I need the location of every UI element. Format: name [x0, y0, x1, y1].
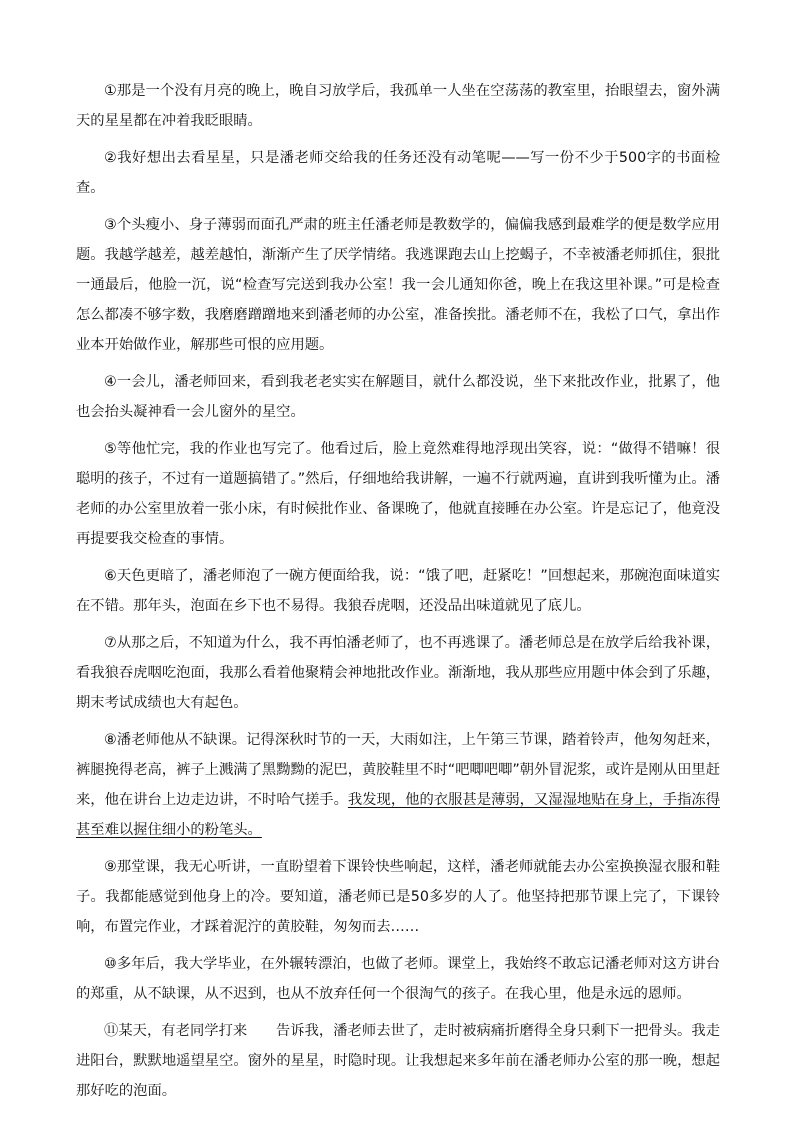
paragraph-1: ①那是一个没有月亮的晚上，晚自习放学后，我孤单一人坐在空荡荡的教室里，抬眼望去，窗外满天的星星都在冲着我眨眼睛。	[76, 83, 720, 129]
underlined-sentence: 我发现，他的衣服甚是薄弱，又湿湿地贴在身上，手指冻得甚至难以握住细小的粉笔头。	[76, 792, 721, 838]
paragraph-5: ⑤等他忙完，我的作业也写完了。他看过后，脸上竟然难得地浮现出笑容，说：“做得不错嘛！很聪明的孩子，不过有一道题搞错了。”然后，仔细地给我讲解，一遍不行就两遍，直讲到我听懂为止。潘老师的办公室里放着一张小床，有时候批作业、备课晚了，他就直接睡在办公室。许是忘记了，他竟没再提要我交检查的事情。	[76, 441, 720, 547]
article-body	[76, 76, 720, 1113]
paragraph-2: ②我好想出去看星星，只是潘老师交给我的任务还没有动笔呢——写一份不少于500字的书面检查。	[76, 150, 720, 196]
paragraph-8	[76, 725, 720, 845]
paragraph-11: ⑪某天，有老同学打来 告诉我，潘老师去世了，走时被病痛折磨得全身只剩下一把骨头。我走进阳台，默默地遥望星空。窗外的星星，时隐时现。让我想起来多年前在潘老师办公室的那一晚，想起那好吃的泡面。	[76, 1023, 720, 1099]
paragraph-9: ⑨那堂课，我无心听讲，一直盼望着下课铃快些响起，这样，潘老师就能去办公室换换湿衣服和鞋子。我都能感觉到他身上的冷。要知道，潘老师已是50多岁的人了。他坚持把那节课上完了，下课铃响，布置完作业，才踩着泥泞的黄胶鞋，匆匆而去……	[76, 859, 720, 935]
paragraph-4: ④一会儿，潘老师回来，看到我老老实实在解题目，就什么都没说，坐下来批改作业，批累了，他也会抬头凝神看一会儿窗外的星空。	[76, 374, 720, 420]
paragraph-7: ⑦从那之后，不知道为什么，我不再怕潘老师了，也不再逃课了。潘老师总是在放学后给我补课，看我狼吞虎咽吃泡面，我那么看着他聚精会神地批改作业。渐渐地，我从那些应用题中体会到了乐趣，期末考试成绩也大有起色。	[76, 635, 720, 711]
paragraph-6: ⑥天色更暗了，潘老师泡了一碗方便面给我，说：“饿了吧，赶紧吃！”回想起来，那碗泡面味道实在不错。那年头，泡面在乡下也不易得。我狼吞虎咽，还没品出味道就见了底儿。	[76, 568, 720, 614]
paragraph-10: ⑩多年后，我大学毕业，在外辗转漂泊，也做了老师。课堂上，我始终不敢忘记潘老师对这方讲台的郑重，从不缺课，从不迟到，也从不放弃任何一个很淘气的孩子。在我心里，他是永远的恩师。	[76, 956, 720, 1002]
paragraph-8-text: ⑧潘老师他从不缺课。记得深秋时节的一天，大雨如注，上午第三节课，踏着铃声，他匆匆赶来，裤腿挽得老高，裤子上溅满了黑黝黝的泥巴，黄胶鞋里不时“吧唧吧唧”朝外冒泥浆，或许是刚从田里赶来，他在讲台上边走边讲，不时哈气搓手。	[76, 732, 720, 808]
paragraph-3: ③个头瘦小、身子薄弱而面孔严肃的班主任潘老师是教数学的，偏偏我感到最难学的便是数学应用题。我越学越差，越差越怕，渐渐产生了厌学情绪。我逃课跑去山上挖蝎子，不幸被潘老师抓住，狠批一通最后，他脸一沉，说“检查写完送到我办公室！我一会儿通知你爸，晚上在我这里补课。”可是检查怎么都凑不够字数，我磨磨蹭蹭地来到潘老师的办公室，准备挨批。潘老师不在，我松了口气，拿出作业本开始做作业，解那些可恨的应用题。	[76, 217, 720, 353]
